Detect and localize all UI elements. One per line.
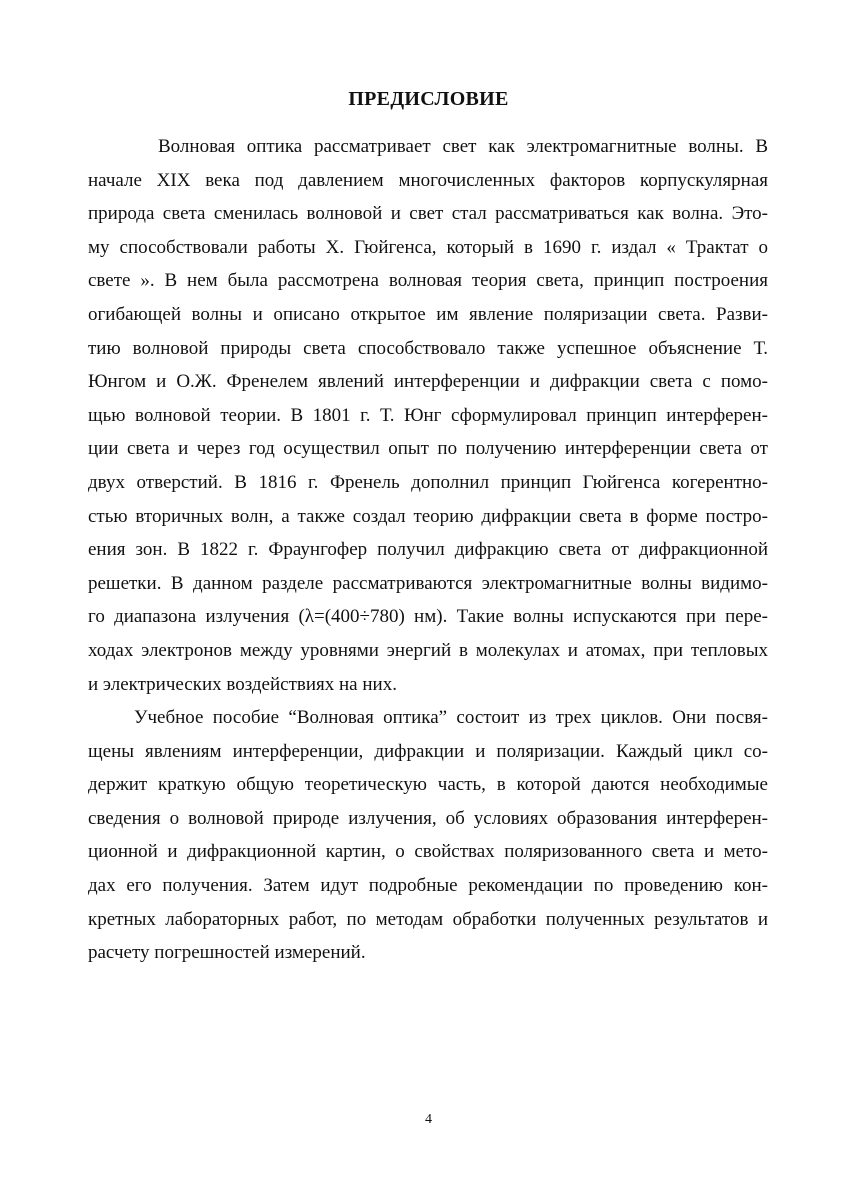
text-line: ения зон. В 1822 г. Фраунгофер получил дифракцию света от дифракционной xyxy=(88,539,768,561)
text-line: природа света сменилась волновой и свет стал рассматриваться как волна. Это- xyxy=(88,203,768,225)
text-line: Юнгом и О.Ж. Френелем явлений интерференции и дифракции света с помо- xyxy=(88,371,768,393)
text-line: огибающей волны и описано открытое им явление поляризации света. Разви- xyxy=(88,303,768,325)
text-line: Учебное пособие “Волновая оптика” состоит из трех циклов. Они посвя- xyxy=(134,707,768,729)
text-line: держит краткую общую теоретическую часть, в которой даются необходимые xyxy=(88,774,768,796)
text-line: и электрических воздействиях на них. xyxy=(88,673,397,695)
page-title: ПРЕДИСЛОВИЕ xyxy=(348,88,509,110)
text-line: свете ». В нем была рассмотрена волновая теория света, принцип построения xyxy=(88,270,768,292)
body-text xyxy=(88,130,768,970)
text-line: кретных лабораторных работ, по методам обработки полученных результатов и xyxy=(88,908,768,930)
text-line: ционной и дифракционной картин, о свойствах поляризованного света и мето- xyxy=(88,841,768,863)
text-line: начале XIX века под давлением многочисленных факторов корпускулярная xyxy=(88,169,768,191)
text-line: тию волновой природы света способствовало также успешное объяснение Т. xyxy=(88,337,768,359)
text-line: ходах электронов между уровнями энергий в молекулах и атомах, при тепловых xyxy=(88,639,768,661)
text-line: щью волновой теории. В 1801 г. Т. Юнг сформулировал принцип интерферен- xyxy=(88,404,768,426)
paragraph-1 xyxy=(88,130,768,701)
text-line: му способствовали работы Х. Гюйгенса, который в 1690 г. издал « Трактат о xyxy=(88,236,768,258)
text-line: дах его получения. Затем идут подробные рекомендации по проведению кон- xyxy=(88,875,768,897)
text-line: го диапазона излучения (λ=(400÷780) нм). Такие волны испускаются при пере- xyxy=(88,606,768,628)
text-line: решетки. В данном разделе рассматриваются электромагнитные волны видимо- xyxy=(88,572,768,594)
text-line: расчету погрешностей измерений. xyxy=(88,942,366,964)
text-line: сведения о волновой природе излучения, об условиях образования интерферен- xyxy=(88,807,768,829)
text-line: стью вторичных волн, а также создал теорию дифракции света в форме постро- xyxy=(88,505,768,527)
page-number: 4 xyxy=(425,1112,432,1127)
text-line: Волновая оптика рассматривает свет как электромагнитные волны. В xyxy=(158,136,768,157)
text-line: щены явлениям интерференции, дифракции и поляризации. Каждый цикл со- xyxy=(88,740,768,762)
text-line: ции света и через год осуществил опыт по получению интерференции света от xyxy=(88,438,768,460)
text-line: двух отверстий. В 1816 г. Френель дополнил принцип Гюйгенса когерентно- xyxy=(88,471,768,493)
paragraph-2 xyxy=(88,701,768,970)
